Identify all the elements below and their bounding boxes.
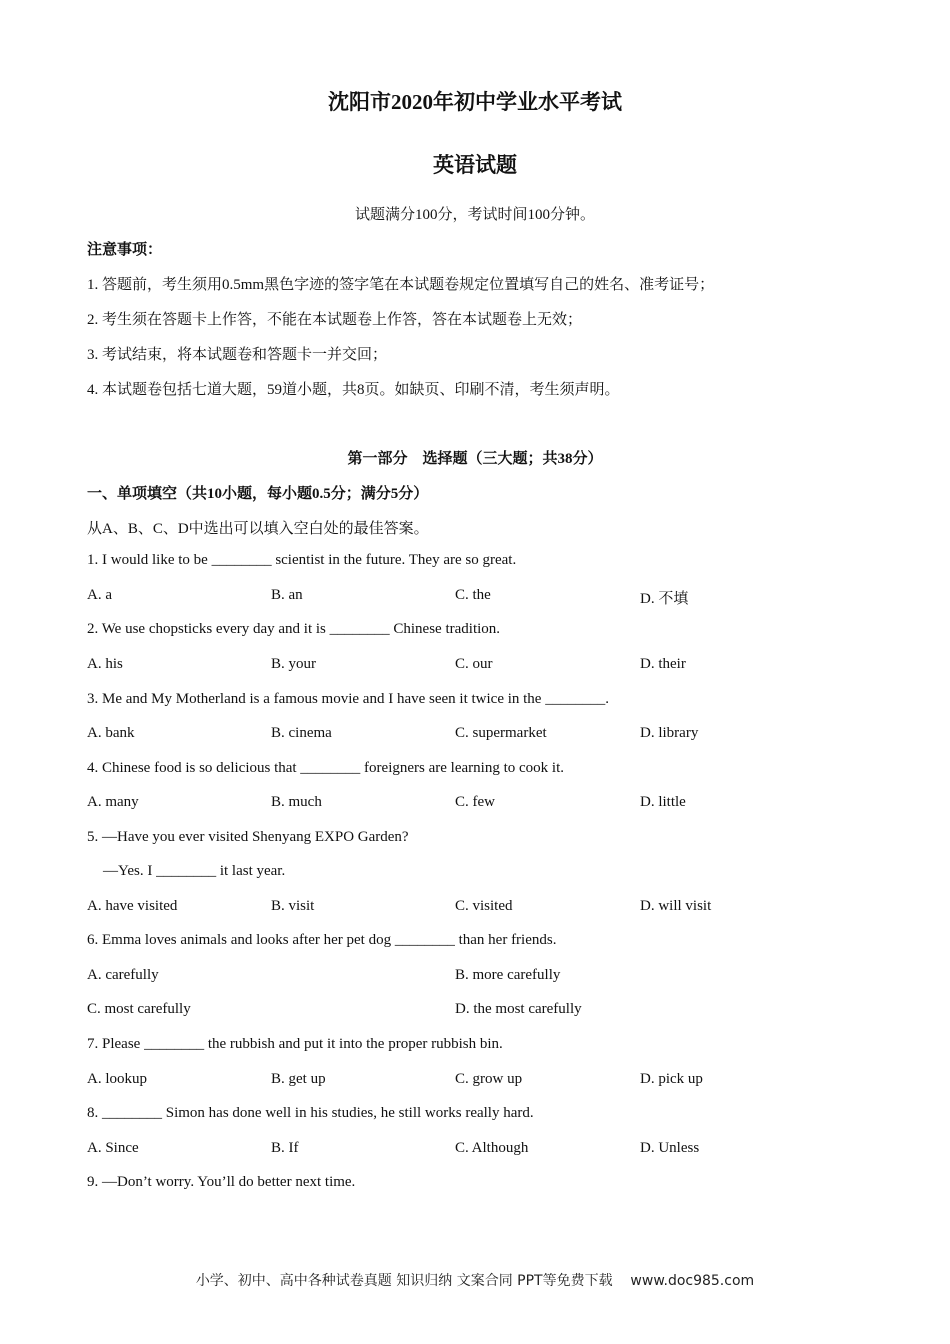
exam-subtitle: 英语试题 xyxy=(433,153,517,177)
option-c: C. our xyxy=(455,656,493,672)
section-heading: 一、单项填空（共10小题，每小题0.5分；满分5分） xyxy=(87,486,429,502)
notes-heading: 注意事项： xyxy=(87,242,163,258)
footer-link[interactable]: www.doc985.com xyxy=(630,1273,755,1289)
option-c: C. few xyxy=(455,794,495,810)
note-item: 4. 本试题卷包括七道大题，59道小题，共8页。如缺页、印刷不清，考生须声明。 xyxy=(87,382,620,398)
option-a: A. bank xyxy=(87,725,135,741)
option-a: A. carefully xyxy=(87,967,159,983)
option-d: D. the most carefully xyxy=(455,1001,582,1017)
option-d: D. Unless xyxy=(640,1140,700,1156)
option-b: B. If xyxy=(271,1140,299,1156)
option-c: C. most carefully xyxy=(87,1001,191,1017)
option-b: B. an xyxy=(271,587,303,603)
question-stem: 1. I would like to be ________ scientist in the future. They are so great. xyxy=(87,552,517,568)
exam-info: 试题满分100分，考试时间100分钟。 xyxy=(354,207,595,223)
footer-text: 小学、初中、高中各种试卷真题 知识归纳 文案合同 PPT等免费下载 xyxy=(195,1273,613,1289)
question-stem: 4. Chinese food is so delicious that ________ foreigners are learning to cook it. xyxy=(87,760,564,776)
option-b: B. cinema xyxy=(271,725,332,741)
option-d: D. library xyxy=(640,725,699,741)
option-c: C. the xyxy=(455,587,491,603)
option-b: B. get up xyxy=(271,1071,326,1087)
option-c: C. Although xyxy=(455,1140,529,1156)
option-d: D. pick up xyxy=(640,1071,703,1087)
note-item: 2. 考生须在答题卡上作答，不能在本试题卷上作答，答在本试题卷上无效； xyxy=(87,312,583,328)
option-b: B. visit xyxy=(271,898,315,914)
question-stem: 3. Me and My Motherland is a famous movie and I have seen it twice in the ________. xyxy=(87,691,609,707)
question-stem: 8. ________ Simon has done well in his studies, he still works really hard. xyxy=(87,1105,534,1121)
part-heading: 第一部分 选择题（三大题；共38分） xyxy=(347,451,603,467)
option-b: B. more carefully xyxy=(455,967,561,983)
option-d: D. their xyxy=(640,656,686,672)
option-a: A. many xyxy=(87,794,139,810)
section-instruction: 从A、B、C、D中选出可以填入空白处的最佳答案。 xyxy=(87,521,429,537)
option-a: A. Since xyxy=(87,1140,139,1156)
question-stem: 5. —Have you ever visited Shenyang EXPO Garden? xyxy=(87,829,409,845)
exam-title: 沈阳市2020年初中学业水平考试 xyxy=(328,90,622,114)
option-a: A. a xyxy=(87,587,112,603)
option-c: C. supermarket xyxy=(455,725,547,741)
option-d: D. little xyxy=(640,794,686,810)
note-item: 1. 答题前，考生须用0.5mm黑色字迹的签字笔在本试题卷规定位置填写自己的姓名、准考证号； xyxy=(87,277,715,293)
option-d: D. 不填 xyxy=(640,591,689,607)
option-a: A. lookup xyxy=(87,1071,147,1087)
question-stem: 6. Emma loves animals and looks after her pet dog ________ than her friends. xyxy=(87,932,557,948)
question-stem: 9. —Don’t worry. You’ll do better next time. xyxy=(87,1174,356,1190)
question-stem-reply: —Yes. I ________ it last year. xyxy=(103,863,286,879)
option-b: B. your xyxy=(271,656,316,672)
question-stem: 7. Please ________ the rubbish and put it into the proper rubbish bin. xyxy=(87,1036,503,1052)
option-a: A. have visited xyxy=(87,898,178,914)
note-item: 3. 考试结束，将本试题卷和答题卡一并交回； xyxy=(87,347,388,363)
option-c: C. visited xyxy=(455,898,513,914)
option-c: C. grow up xyxy=(455,1071,523,1087)
option-b: B. much xyxy=(271,794,322,810)
page-footer xyxy=(0,1270,950,1290)
question-stem: 2. We use chopsticks every day and it is ________ Chinese tradition. xyxy=(87,621,501,637)
option-a: A. his xyxy=(87,656,123,672)
option-d: D. will visit xyxy=(640,898,712,914)
